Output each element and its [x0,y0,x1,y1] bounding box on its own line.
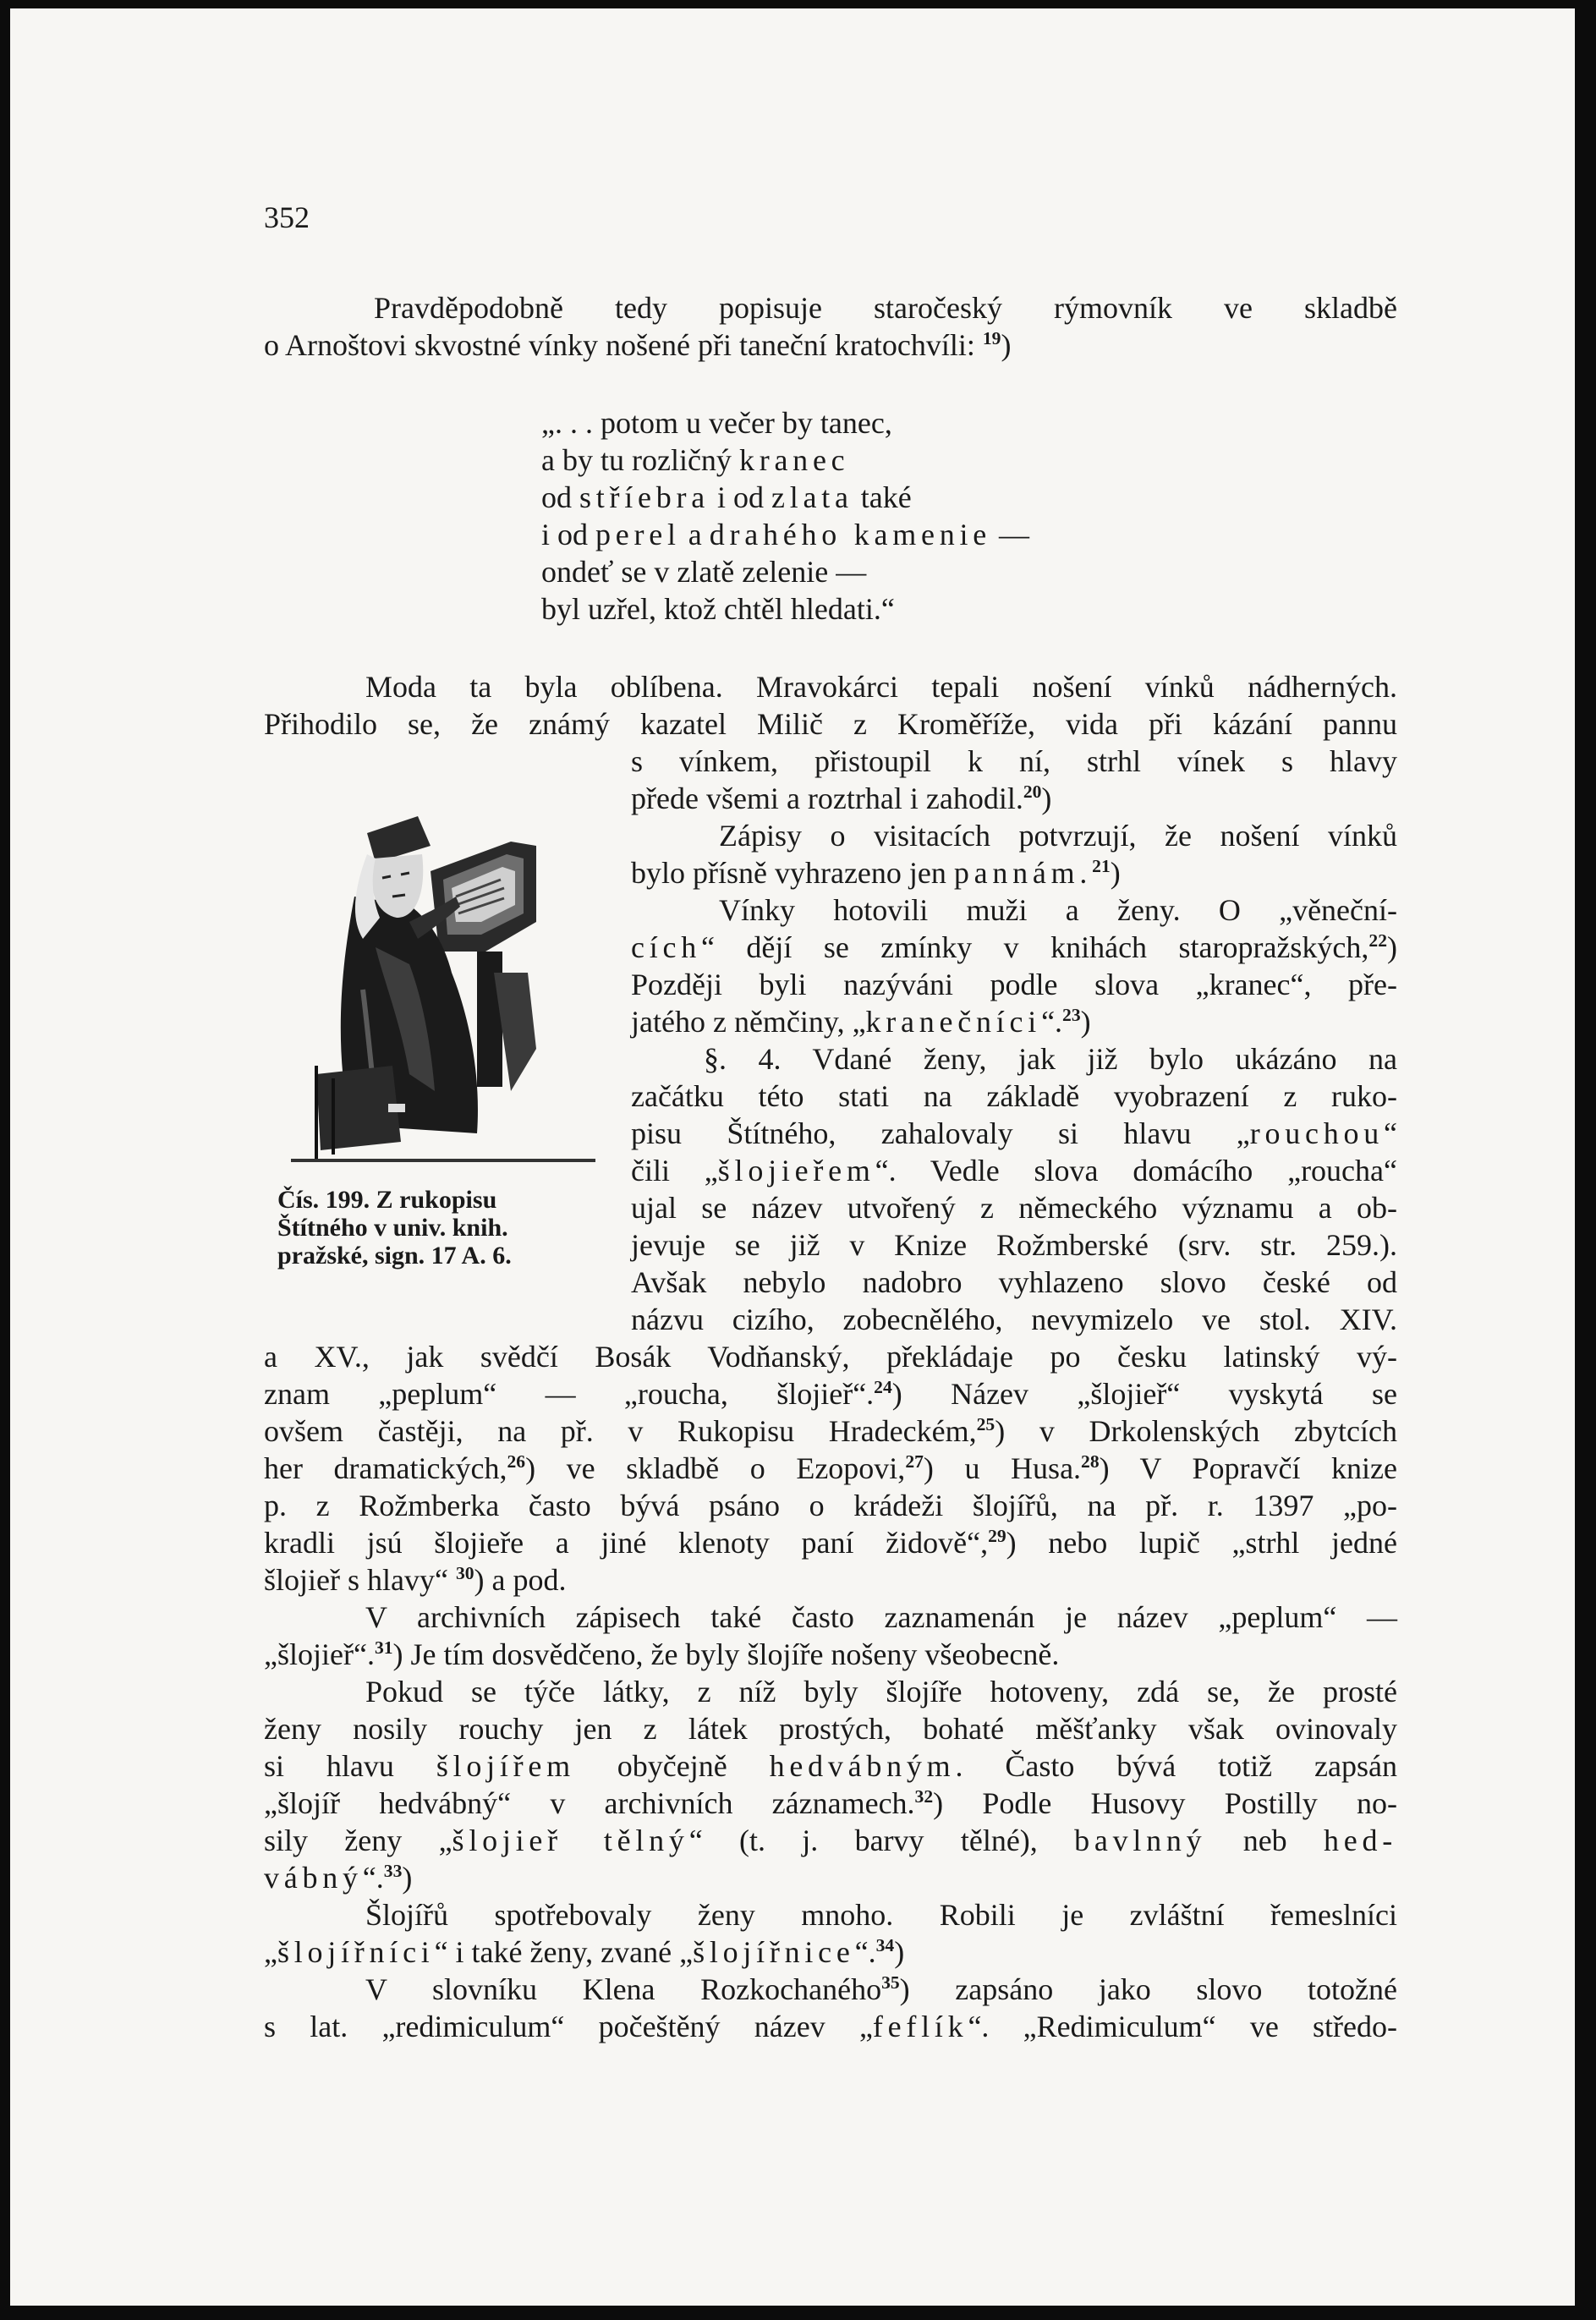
text-line: s lat. „redimiculum“ počeštěný název „feflík“. „Redimiculum“ ve středo- [264,2010,1398,2043]
text-line: jatého z němčiny, „kranečníci“.$^{23}$) [631,1005,1091,1039]
text-line: Šlojířů spotřebovaly ženy mnoho. Robili je zvláštní řemeslníci [365,1898,1397,1932]
text-line: kradli jsú šlojieře a jiné klenoty paní židově“,$^{29}$) nebo lupič „strhl jedné [264,1526,1397,1560]
text-line: jevuje se již v Knize Rožmberské (srv. str. 259.). [631,1228,1397,1262]
text-line: „šlojířníci“ i také ženy, zvané „šlojířnice“.$^{34}$) [264,1935,905,1969]
text-line: Vínky hotovili muži a ženy. O „věneční- [719,893,1397,927]
verse-line: od stříebra i od zlata také [541,480,912,514]
verse-line: ondeť se v zlatě zelenie — [541,555,867,589]
verse-line: a by tu rozličný kranec [541,443,850,477]
text-line: s vínkem, přistoupil k ní, strhl vínek s hlavy [631,744,1397,778]
text-line: sily ženy „šlojieř tělný“ (t. j. barvy tělné), bavlnný neb hed- [264,1824,1397,1857]
text-line: ovšem častěji, na př. v Rukopisu Hradeckém,$^{25}$) v Drkolenských zbytcích [264,1414,1397,1448]
text-line: vábný“.$^{33}$) [264,1861,413,1895]
text-line: o Arnoštovi skvostné vínky nošené při taneční kratochvíli: $^{19}$) [264,328,1012,362]
page-number: 352 [264,200,310,234]
text-line: šlojieř s hlavy“ $^{30}$) a pod. [264,1563,567,1597]
text-line: začátku této stati na základě vyobrazení z ruko- [631,1079,1397,1113]
text-line: „šlojieř“.$^{31}$) Je tím dosvědčeno, že byly šlojíře nošeny všeobecně. [264,1637,1060,1671]
text-line: pisu Štítného, zahalovaly si hlavu „rouchou“ [631,1116,1397,1150]
verse-line: „. . . potom u večer by tanec, [541,406,892,440]
text-line: Přihodilo se, že známý kazatel Milič z Kroměříže, vida při kázání pannu [264,707,1397,741]
text-line: názvu cizího, zobecnělého, nevymizelo ve stol. XIV. [631,1303,1397,1336]
text-line: Pokud se týče látky, z níž byly šlojíře hotoveny, zdá se, že prosté [365,1675,1397,1708]
text-line: si hlavu šlojířem obyčejně hedvábným. Často bývá totiž zapsán [264,1749,1397,1783]
text-line: čili „šlojieřem“. Vedle slova domácího „roucha“ [631,1154,1397,1187]
verse-line: byl uzřel, ktož chtěl hledati.“ [541,592,895,626]
text-line: cích“ dějí se zmínky v knihách staropražských,$^{22}$) [631,930,1397,964]
figure-caption-line: pražské, sign. 17 A. 6. [277,1242,512,1270]
text-line: znam „peplum“ — „roucha, šlojieř“.$^{24}$) Název „šlojieř“ vyskytá se [264,1377,1397,1411]
text-line: V archivních zápisech také často zaznamenán je název „peplum“ — [365,1600,1397,1634]
verse-line: i od perel a drahého kamenie — [541,518,1030,551]
text-line: V slovníku Klena Rozkochaného$^{35}$) zapsáno jako slovo totožné [365,1972,1397,2006]
text-line: Moda ta byla oblíbena. Mravokárci tepali nošení vínků nádherných. [365,670,1397,704]
text-line: her dramatických,$^{26}$) ve skladbě o Ezopovi,$^{27}$) u Husa.$^{28}$) V Popravčí knize [264,1451,1398,1485]
text-line: přede všemi a roztrhal i zahodil.$^{20}$) [631,782,1052,815]
text-line: a XV., jak svědčí Bosák Vodňanský, překládaje po česku latinský vý- [264,1340,1397,1374]
text-line: „šlojíř hedvábný“ v archivních záznamech.$^{32}$) Podle Husovy Postilly no- [264,1786,1397,1820]
page [10,8,1575,2306]
text-line: ujal se název utvořený z německého významu a ob- [631,1191,1397,1225]
text-line: Později byli nazýváni podle slova „kranec“, pře- [631,968,1397,1001]
text-line: Avšak nebylo nadobro vyhlazeno slovo české od [631,1265,1397,1299]
text-line: Zápisy o visitacích potvrzují, že nošení vínků [719,819,1397,853]
figure-caption-line: Štítného v univ. knih. [277,1214,508,1242]
text-line: p. z Rožmberka často bývá psáno o krádeži šlojířů, na př. r. 1397 „po- [264,1489,1397,1522]
figure-caption-line: Čís. 199. Z rukopisu [277,1186,497,1214]
text-line: bylo přísně vyhrazeno jen pannám.$^{21}$) [631,856,1121,890]
text-line: ženy nosily rouchy jen z látek prostých, bohaté měšťanky však ovinovaly [264,1712,1397,1746]
manuscript-figure-image [282,770,595,1176]
text-line: §. 4. Vdané ženy, jak již bylo ukázáno na [704,1042,1397,1076]
text-line: Pravděpodobně tedy popisuje staročeský rýmovník ve skladbě [374,291,1397,325]
